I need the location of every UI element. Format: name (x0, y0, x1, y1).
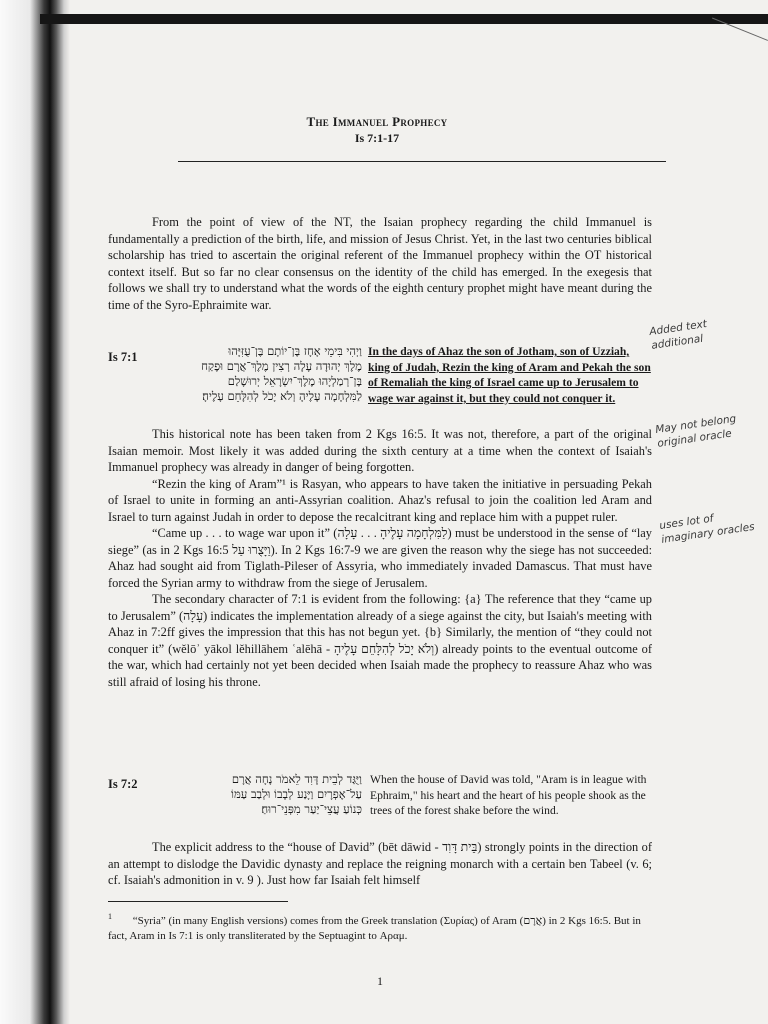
intro-paragraph (108, 214, 652, 313)
verse-hebrew-7-2 (176, 772, 362, 817)
footnote-divider (108, 901, 288, 902)
hebrew-line: בֶּן־רְמַלְיָהוּ מֶלֶךְ־יִשְׂרָאֵל יְרוּשָׁלַם (227, 374, 362, 388)
footnote-marker: 1 (108, 912, 112, 921)
scan-top-border (40, 14, 768, 24)
intro-text: From the point of view of the NT, the Isaian prophecy regarding the child Immanuel is fundamentally a prediction of the birth, life, and mission of Jesus Christ. Yet, in the last two centuries biblical scholarship has tried to ascertain the original referent of the Immanuel prophecy within the OT historical context itself. But so far no clear consensus on the identity of the child has emerged. In the exegesis that follows we shall try to understand what the words of the eighth century prophet might have meant during the time of the Syro-Ephraimite war. (108, 215, 652, 312)
hebrew-line: לַמִּלְחָמָה עָלֶיהָ וְלֹא יָכֹל לְהִלָּחֵם עָלֶיהָ׃ (202, 389, 362, 403)
verse-english-7-1: In the days of Ahaz the son of Jotham, son of Uzziah, king of Judah, Rezin the king of Aram and Pekah the son of Remaliah the king of Israel came up to Jerusalem to wage war against it, but they could not conquer it. (368, 345, 651, 405)
verse-english-7-2: When the house of David was told, "Aram is in league with Ephraim," his heart and the heart of his people shook as the trees of the forest shake before the wind. (370, 773, 647, 818)
commentary-paragraph: This historical note has been taken from 2 Kgs 16:5. It was not, therefore, a part of the original Isaian memoir. Most likely it was added during the sixth century at a time when the context of Isaiah's Immanuel prophecy was already in danger of being forgotten. (108, 427, 652, 474)
verse-label-7-1: Is 7:1 (108, 350, 138, 364)
verse-label-7-2: Is 7:2 (108, 777, 138, 791)
commentary-7-2 (108, 839, 652, 889)
commentary-paragraph: The explicit address to the “house of David” (bēt dāwid - בֵּית דָּוִד) strongly points in the direction of an attempt to dislodge the Davidic dynasty and replace the reigning monarch with a certain ben Tabeel (v. 6; cf. Isaiah's admonition in v. 9 ). Just how far Isaiah felt himself (108, 840, 652, 887)
page-title: The Immanuel Prophecy (306, 114, 448, 129)
handwritten-note-2: May not belong original oracle (654, 412, 737, 450)
hebrew-line: וַיֻּגַּד לְבֵית דָּוִד לֵאמֹר נָחָה אֲרָם (231, 772, 362, 786)
handwritten-note-1: Added text additional (648, 318, 708, 352)
hebrew-line: מֶלֶךְ יְהוּדָה עָלָה רְצִין מֶלֶךְ־אֲרָם וּפֶקַח (201, 359, 362, 373)
page-number: 1 (377, 974, 383, 988)
page-subtitle: Is 7:1-17 (354, 131, 400, 145)
scan-binding-shadow (0, 0, 70, 1024)
hebrew-line: כְּנוֹעַ עֲצֵי־יַעַר מִפְּנֵי־רוּחַ׃ (261, 802, 362, 816)
commentary-7-1 (108, 426, 652, 690)
footnote-text: “Syria” (in many English versions) comes from the Greek translation (Συρίας) of Aram (אֲרָם) in 2 Kgs 16:5. But in fact, Aram in Is 7:1 is only transliterated by the Septuagint to Αραμ. (108, 914, 641, 942)
commentary-paragraph: “Came up . . . to wage war upon it” (לַמִּלְחָמָה עָלֶיהָ . . . עָלָה) must be understood in the sense of “lay siege” (as in 2 Kgs 16:5 וַיָּצֻרוּ עַל). In 2 Kgs 16:7-9 we are given the reason why the siege has not succeeded: Ahaz had sought aid from Tiglath-Pileser of Assyria, who immediately invaded Damascus. That must have forced the Syrian army to withdraw from the siege of Jerusalem. (108, 526, 653, 590)
hebrew-line: עַל־אֶפְרָיִם וַיָּנַע לְבָבוֹ וּלְבַב עַמּוֹ (231, 787, 362, 801)
commentary-paragraph: The secondary character of 7:1 is evident from the following: {a} The reference that they “came up to Jerusalem” (עָלָה) indicates the implementation already of a siege against the city, but Isaiah's meeting with Ahaz in 7:2ff gives the impression that this has not begun yet. {b} Similarly, the mention of “they could not conquer it” (wĕlōʾ yākol lĕhillāhem ʿalēhā - וְלֹא יָכֹל לְהִלָּחֵם עָלֶיהָ) already points to the eventual outcome of the war, which had certainly not yet been decided when Isaiah made the prophecy to reassure Ahaz who was still afraid of losing his throne. (108, 592, 653, 689)
handwritten-note-3: uses lot of imaginary oracles (658, 512, 756, 546)
hebrew-line: וַיְהִי בִּימֵי אָחָז בֶּן־יוֹתָם בֶּן־עֻזִּיָּהוּ (228, 344, 362, 358)
footnote (108, 909, 652, 944)
title-divider (178, 161, 666, 162)
verse-hebrew-7-1 (176, 344, 362, 404)
page-corner-fold (701, 18, 768, 69)
commentary-paragraph: “Rezin the king of Aram”¹ is Rasyan, who appears to have taken the initiative in persuading Pekah of Israel to unite in forming an anti-Assyrian coalition. Ahaz's refusal to join the coalition led Aram and Israel to turn against Judah in order to depose the recalcitrant king and replace him with a puppet ruler. (108, 476, 652, 524)
